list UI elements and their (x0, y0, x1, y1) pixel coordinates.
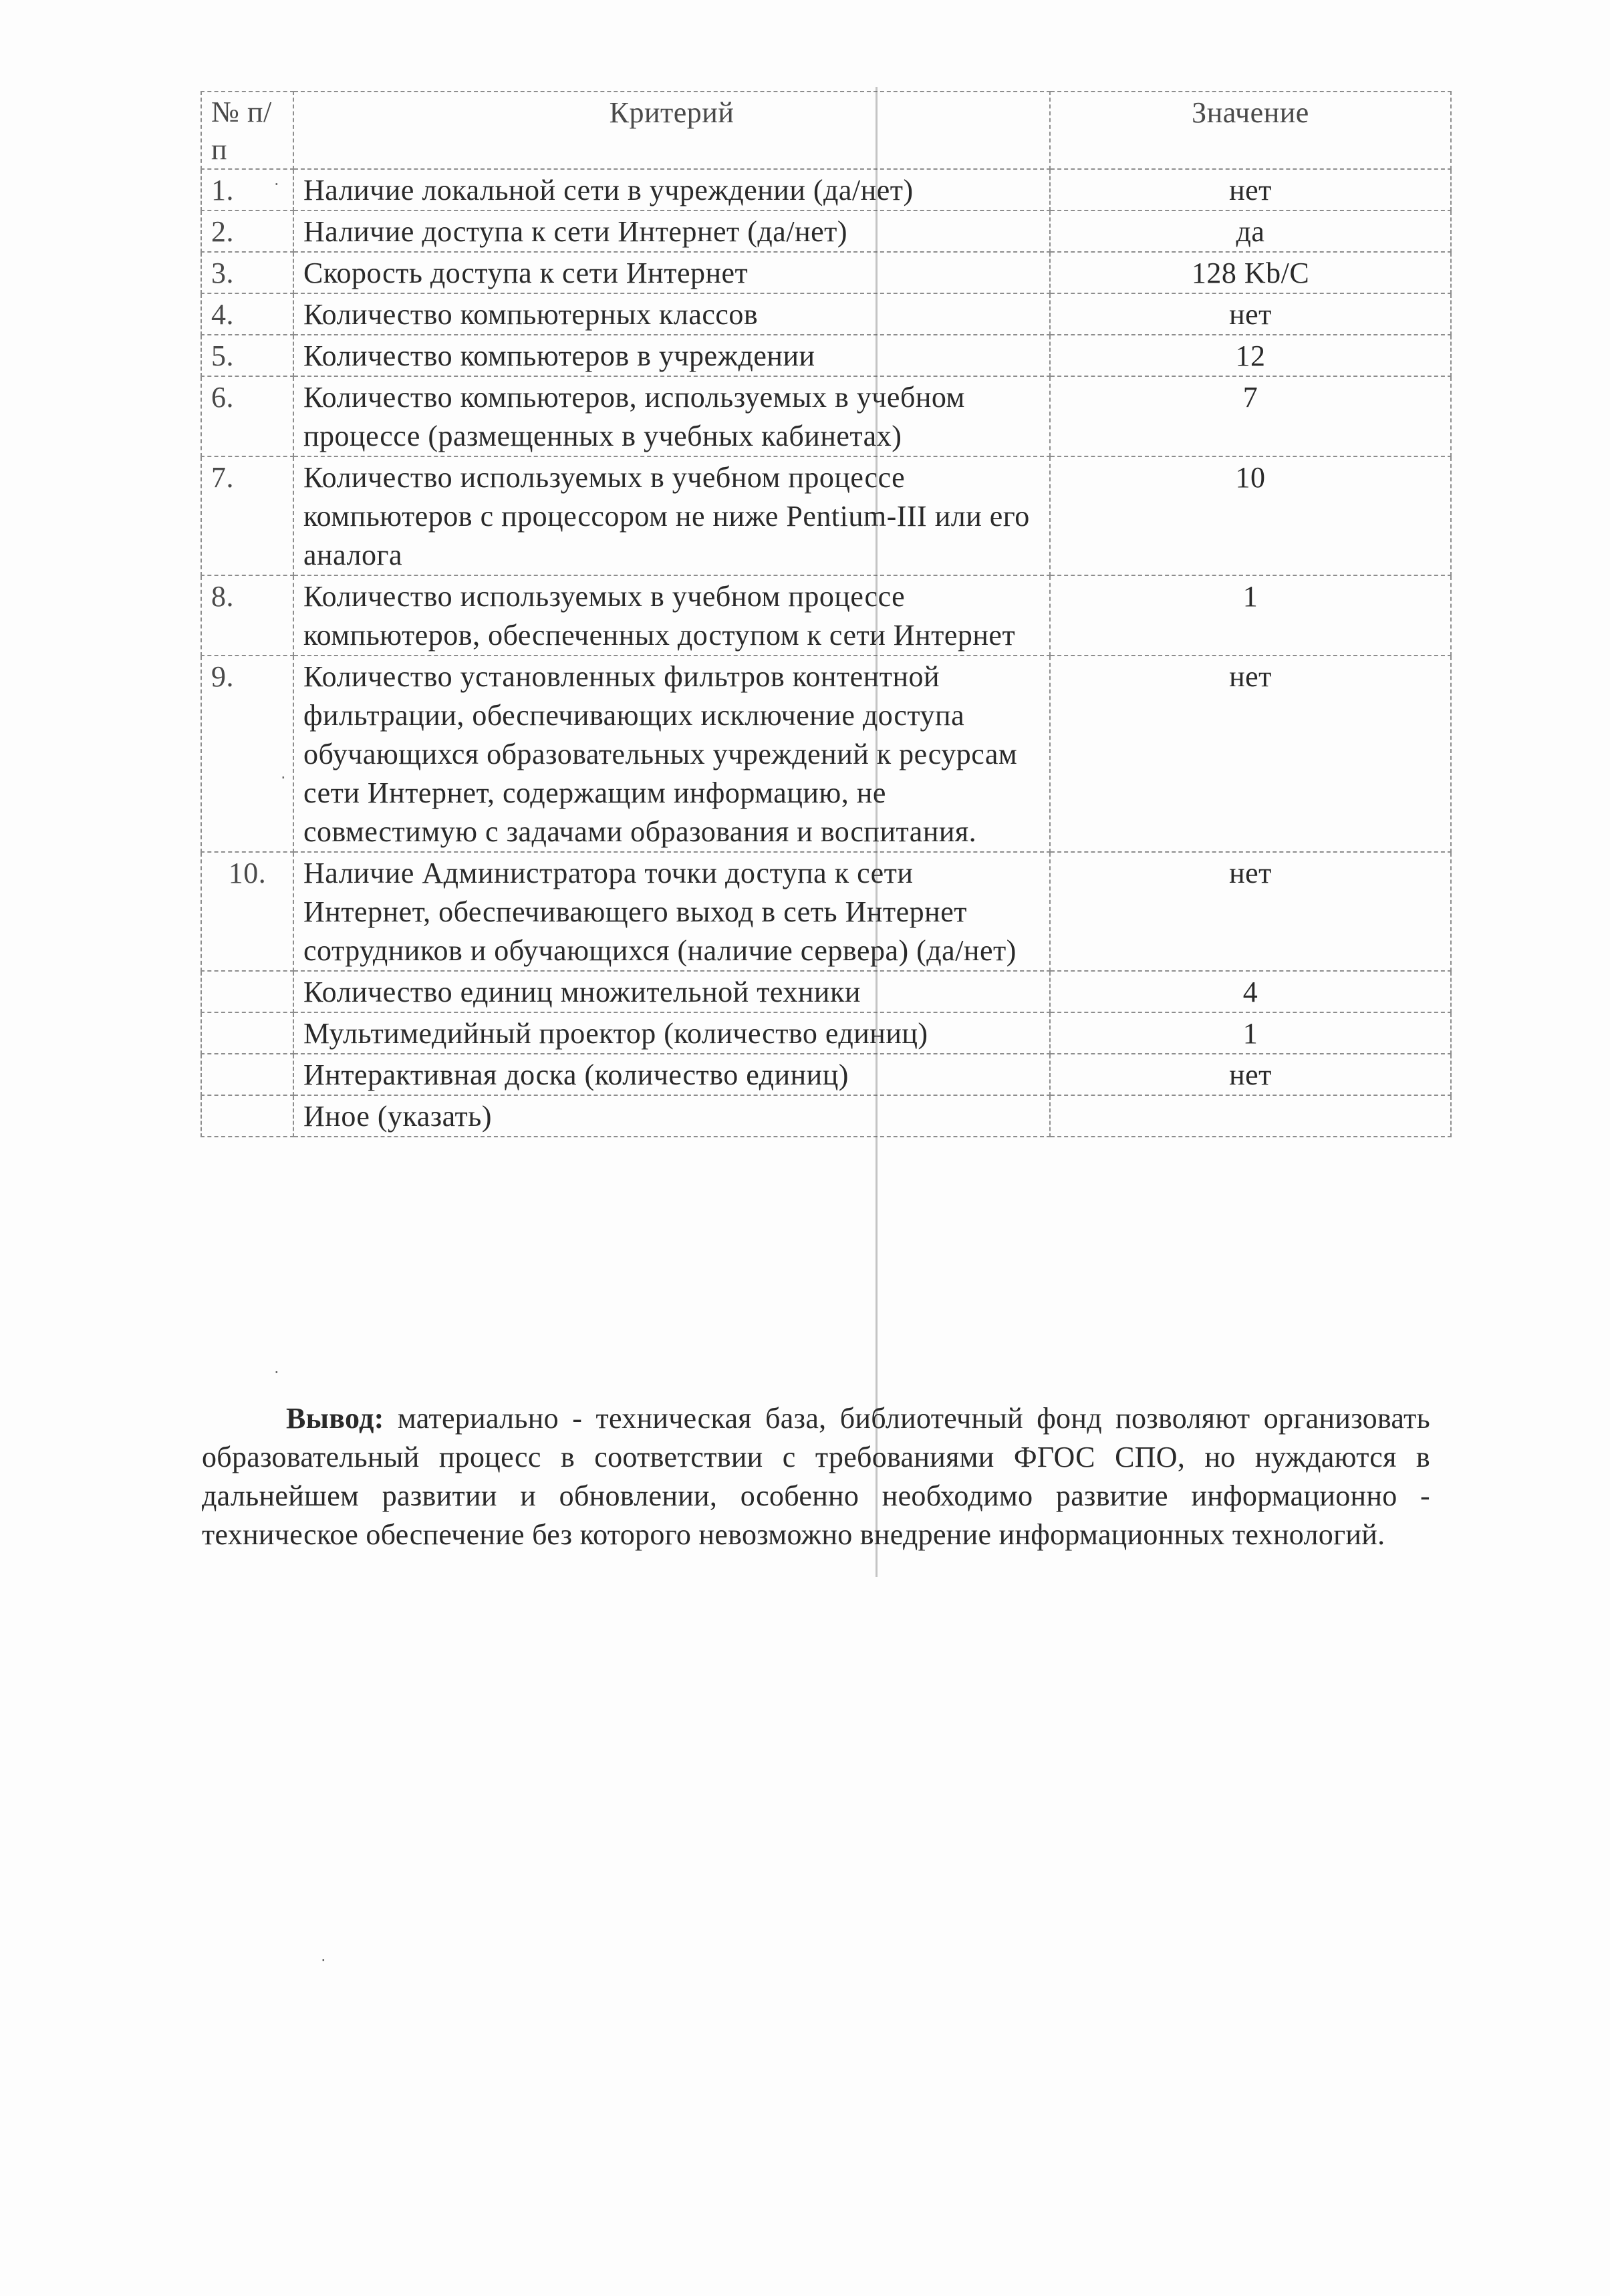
row-number: 2. (201, 210, 293, 252)
row-number: 1. (201, 169, 293, 210)
row-value: 12 (1050, 335, 1451, 376)
row-value: 1 (1050, 1012, 1451, 1054)
row-number: 6. (201, 376, 293, 456)
header-criterion: Критерий (293, 92, 1050, 169)
header-value: Значение (1050, 92, 1451, 169)
table-row (201, 376, 1451, 456)
row-value: нет (1050, 852, 1451, 971)
table-row (201, 1095, 1451, 1137)
row-criterion: Наличие локальной сети в учреждении (да/нет) (293, 169, 1050, 210)
table-row (201, 1054, 1451, 1095)
row-number (201, 1054, 293, 1095)
row-criterion: Иное (указать) (293, 1095, 1050, 1137)
conclusion-lead: Вывод: (286, 1402, 384, 1435)
row-criterion: Наличие доступа к сети Интернет (да/нет) (293, 210, 1050, 252)
row-value: 10 (1050, 456, 1451, 575)
row-number (201, 1012, 293, 1054)
table-row (201, 971, 1451, 1012)
table-row (201, 210, 1451, 252)
table-row (201, 656, 1451, 852)
row-criterion: Количество используемых в учебном процессе компьютеров с процессором не ниже Pentium-III или его аналога (293, 456, 1050, 575)
row-criterion: Количество используемых в учебном процессе компьютеров, обеспеченных доступом к сети Интернет (293, 575, 1050, 656)
row-number (201, 971, 293, 1012)
row-number: 8. (201, 575, 293, 656)
row-number: 3. (201, 252, 293, 293)
row-number: 4. (201, 293, 293, 335)
conclusion-paragraph (202, 1399, 1430, 1554)
header-number: № п/п (201, 92, 293, 169)
row-criterion: Количество установленных фильтров контентной фильтрации, обеспечивающих исключение доступа обучающихся образовательных учреждений к ресурсам сети Интернет, содержащим информацию, не совместимую с задачами образования и воспитания. (293, 656, 1050, 852)
criteria-table (200, 91, 1452, 1137)
table-row (201, 252, 1451, 293)
row-criterion: Количество единиц множительной техники (293, 971, 1050, 1012)
scan-artifact-line (876, 87, 878, 1577)
row-value: нет (1050, 656, 1451, 852)
row-criterion: Мультимедийный проектор (количество единиц) (293, 1012, 1050, 1054)
row-value: нет (1050, 293, 1451, 335)
table-row (201, 456, 1451, 575)
row-value: 7 (1050, 376, 1451, 456)
row-value: 4 (1050, 971, 1451, 1012)
row-criterion: Наличие Администратора точки доступа к сети Интернет, обеспечивающего выход в сеть Интернет сотрудников и обучающихся (наличие сервера) (да/нет) (293, 852, 1050, 971)
row-value (1050, 1095, 1451, 1137)
table-row (201, 852, 1451, 971)
row-criterion: Количество компьютерных классов (293, 293, 1050, 335)
row-number: 10. (201, 852, 293, 971)
row-value: нет (1050, 1054, 1451, 1095)
row-value: 1 (1050, 575, 1451, 656)
table-row (201, 293, 1451, 335)
scan-speck: · (274, 1363, 279, 1382)
table-row (201, 575, 1451, 656)
row-value: 128 Kb/C (1050, 252, 1451, 293)
row-criterion: Скорость доступа к сети Интернет (293, 252, 1050, 293)
row-criterion: Интерактивная доска (количество единиц) (293, 1054, 1050, 1095)
table-row (201, 335, 1451, 376)
scan-speck: · (321, 1951, 326, 1970)
row-number (201, 1095, 293, 1137)
row-number: 7. (201, 456, 293, 575)
scan-speck: · (274, 175, 279, 194)
table-header-row (201, 92, 1451, 169)
row-value: нет (1050, 169, 1451, 210)
table-row (201, 169, 1451, 210)
row-value: да (1050, 210, 1451, 252)
row-criterion: Количество компьютеров в учреждении (293, 335, 1050, 376)
table-row (201, 1012, 1451, 1054)
conclusion-text: материально - техническая база, библиотечный фонд позволяют организовать образовательный процесс в соответствии с требованиями ФГОС СПО, но нуждаются в дальнейшем развитии и обновлении, особенно необходимо развитие информационно - техническое обеспечение без которого невозможно внедрение информационных технологий. (202, 1402, 1430, 1551)
row-number: 5. (201, 335, 293, 376)
scan-speck: · (281, 768, 286, 787)
row-criterion: Количество компьютеров, используемых в учебном процессе (размещенных в учебных кабинетах) (293, 376, 1050, 456)
row-number: 9. (201, 656, 293, 852)
